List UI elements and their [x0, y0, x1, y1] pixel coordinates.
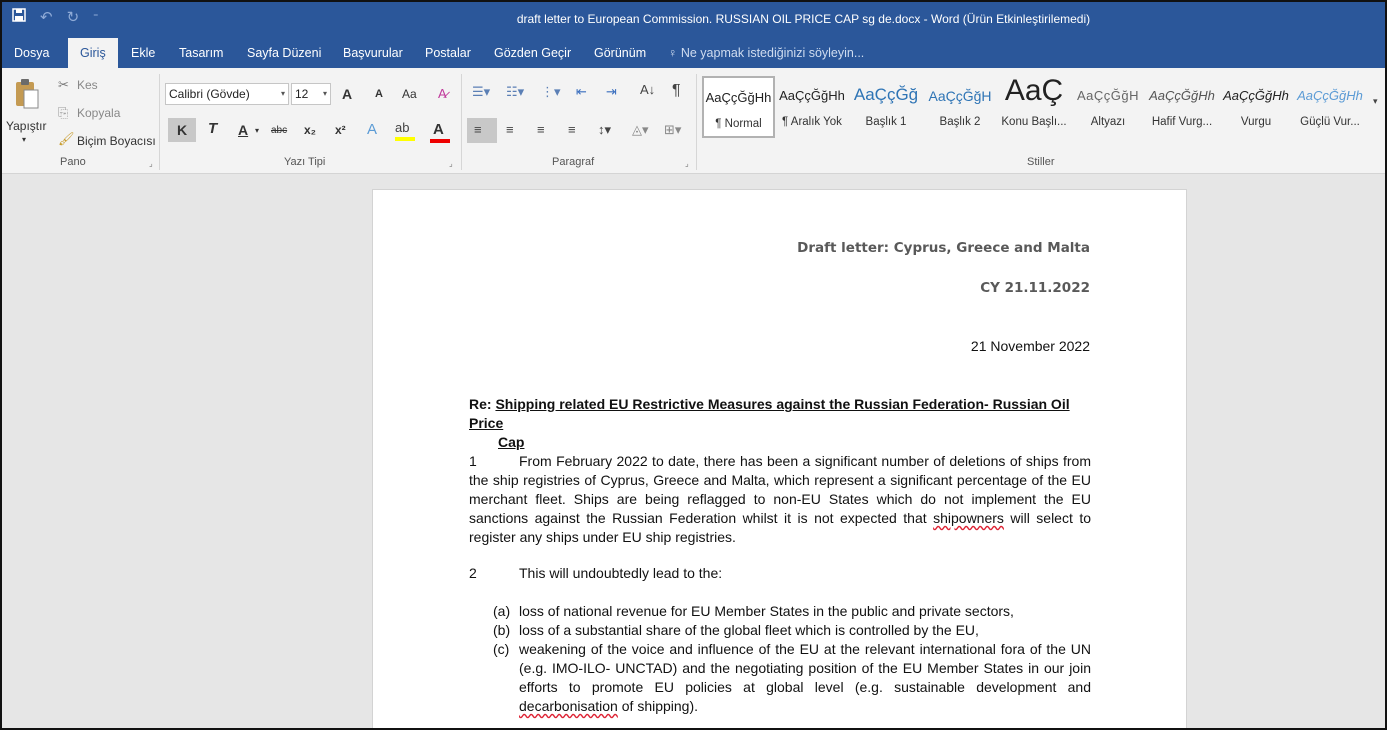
- font-launcher-icon[interactable]: ⌟: [449, 159, 453, 168]
- subject-text-1: Shipping related EU Restrictive Measures against the Russian Federation- Russian Oil Price: [469, 396, 1070, 431]
- font-color-swatch: [430, 139, 450, 143]
- italic-button[interactable]: T: [208, 120, 218, 137]
- font-size-combo[interactable]: [291, 83, 331, 105]
- paragraph-text: This will undoubtedly lead to the:: [519, 565, 723, 581]
- consequence-list: [493, 602, 1091, 716]
- styles-group-label: Stiller: [1027, 156, 1055, 168]
- list-item: [493, 621, 1091, 640]
- list-label: (a): [493, 603, 511, 619]
- strikethrough-button[interactable]: abc: [271, 125, 288, 136]
- paragraph-2: [469, 564, 1091, 583]
- style-name: Altyazı: [1090, 116, 1126, 128]
- bold-button[interactable]: K: [168, 118, 196, 142]
- tell-me-text: Ne yapmak istediğinizi söyleyin...: [680, 46, 865, 60]
- header-line-1: Draft letter: Cyprus, Greece and Malta: [797, 240, 1090, 256]
- copy-button[interactable]: Kopyala: [77, 106, 121, 120]
- chevron-down-icon[interactable]: ▾: [255, 126, 260, 135]
- paste-icon[interactable]: [14, 78, 40, 108]
- clear-formatting-icon[interactable]: A̷: [438, 86, 447, 101]
- group-separator: [159, 74, 160, 170]
- font-group-label: Yazı Tipi: [284, 156, 326, 168]
- font-name-combo[interactable]: [165, 83, 289, 105]
- list-item: [493, 640, 1091, 716]
- list-text: loss of national revenue for EU Member States in the public and private sectors,: [519, 603, 1014, 619]
- lightbulb-icon: ♀: [668, 46, 678, 60]
- clipboard-group-label: Pano: [60, 156, 86, 168]
- letter-date: 21 November 2022: [970, 338, 1090, 354]
- font-size-value: 12: [295, 87, 309, 101]
- tab-postalar[interactable]: Postalar: [425, 46, 471, 60]
- re-prefix: Re:: [469, 396, 492, 412]
- subject-line: [469, 395, 1091, 452]
- chevron-down-icon: ▾: [322, 89, 327, 98]
- copy-icon: ⎘: [58, 105, 69, 120]
- style-emphasis[interactable]: [1221, 76, 1291, 138]
- customize-qat-icon[interactable]: ⁼: [93, 11, 99, 23]
- styles-more-icon[interactable]: ▾: [1373, 96, 1378, 106]
- style-name: Başlık 2: [939, 116, 981, 128]
- align-left-icon: ≡: [474, 122, 482, 137]
- clipboard-launcher-icon[interactable]: ⌟: [149, 159, 153, 168]
- list-label: (c): [493, 641, 510, 657]
- shrink-font-button[interactable]: A: [375, 88, 383, 100]
- subject-text-2: Cap: [498, 434, 525, 450]
- highlight-icon[interactable]: ab: [395, 120, 410, 135]
- spelling-error[interactable]: shipowners: [933, 510, 1004, 526]
- numbering-icon[interactable]: ☷▾: [506, 84, 525, 99]
- tab-sayfa-duzeni[interactable]: Sayfa Düzeni: [247, 46, 322, 60]
- paste-dropdown-icon[interactable]: ▾: [22, 135, 27, 144]
- group-separator: [696, 74, 697, 170]
- style-sample: AaÇçĞğHh: [705, 90, 772, 105]
- style-name: Konu Başlı...: [1001, 116, 1067, 128]
- style-title[interactable]: [999, 76, 1069, 138]
- style-intense-emphasis[interactable]: [1295, 76, 1365, 138]
- justify-icon[interactable]: ≡: [568, 122, 576, 137]
- line-spacing-icon[interactable]: ↕▾: [598, 122, 612, 137]
- font-color-button[interactable]: A: [433, 121, 444, 138]
- style-sample: AaÇ: [1004, 74, 1064, 107]
- style-sample: AaÇçĞğHh: [1297, 88, 1363, 103]
- style-sample: AaÇçĞğHh: [779, 88, 845, 103]
- superscript-button[interactable]: x²: [335, 123, 346, 137]
- increase-indent-icon[interactable]: ⇥: [606, 84, 617, 99]
- style-name: ¶ Aralık Yok: [782, 116, 842, 128]
- style-name: Hafif Vurg...: [1151, 116, 1213, 128]
- ribbon: [2, 68, 1385, 174]
- decrease-indent-icon[interactable]: ⇤: [576, 84, 587, 99]
- spelling-error[interactable]: decarbonisation: [519, 698, 618, 714]
- style-normal[interactable]: [702, 76, 775, 138]
- font-name-value: Calibri (Gövde): [169, 87, 250, 101]
- underline-button[interactable]: A: [238, 122, 249, 138]
- list-item: [493, 602, 1091, 621]
- styles-gallery: [700, 76, 1368, 140]
- style-sample: AaÇçĞğHh: [1223, 88, 1289, 103]
- style-sample: AaÇçĞğH: [928, 88, 992, 104]
- style-name: Vurgu: [1240, 116, 1272, 128]
- style-sample: AaÇçĞğH: [1076, 88, 1140, 103]
- style-name: Güçlü Vur...: [1300, 116, 1360, 128]
- scissors-icon: ✂: [58, 77, 69, 92]
- style-heading-2[interactable]: [925, 76, 995, 138]
- tab-giris[interactable]: Giriş: [68, 38, 118, 68]
- sort-icon[interactable]: A↓: [640, 82, 656, 97]
- paste-button[interactable]: Yapıştır: [6, 119, 47, 133]
- document-area: [2, 174, 1385, 730]
- document-page[interactable]: [372, 189, 1187, 730]
- chevron-down-icon: ▾: [280, 89, 285, 98]
- tell-me-box[interactable]: [668, 38, 864, 68]
- style-heading-1[interactable]: [851, 76, 921, 138]
- redo-icon[interactable]: ↻: [66, 9, 80, 26]
- style-sample: AaÇçĞğ: [853, 85, 919, 104]
- window-title: draft letter to European Commission. RUSSIAN OIL PRICE CAP sg de.docx - Word (Ürün Etkinleştirilemedi): [516, 12, 1091, 26]
- paragraph-launcher-icon[interactable]: ⌟: [685, 159, 689, 168]
- paintbrush-icon: 🖌: [58, 131, 75, 146]
- paragraph-number: 1: [469, 453, 477, 469]
- cut-button[interactable]: Kes: [77, 78, 98, 92]
- group-separator: [461, 74, 462, 170]
- tab-gorunum[interactable]: Görünüm: [594, 46, 647, 60]
- text-effects-icon[interactable]: A: [367, 121, 378, 138]
- tab-tasarim[interactable]: Tasarım: [179, 46, 224, 60]
- paragraph-number: 2: [469, 565, 477, 581]
- header-line-2: CY 21.11.2022: [980, 280, 1090, 296]
- style-name: Başlık 1: [865, 116, 907, 128]
- style-no-spacing[interactable]: [777, 76, 847, 138]
- align-right-icon[interactable]: ≡: [537, 122, 545, 137]
- tab-ekle[interactable]: Ekle: [131, 46, 156, 60]
- title-bar: [2, 2, 1385, 38]
- undo-icon[interactable]: ↶: [40, 9, 53, 26]
- grow-font-button[interactable]: A: [342, 86, 353, 102]
- paragraph-text: will select to register any ships under EU ship registries.: [469, 510, 1091, 545]
- paragraph-group-label: Paragraf: [552, 156, 595, 168]
- tab-dosya[interactable]: Dosya: [14, 46, 50, 60]
- paragraph-text: From February 2022 to date, there has been a significant number of deletions of ships from the ship registries of Cyprus, Greece and Malta, which represent a significant percentage of the EU merchant fleet. Ships are being reflagged to non-EU States which do not implement the EU sanctions against the Russian Federation whilst it is not expected that: [469, 453, 1091, 526]
- shading-icon[interactable]: ◬▾: [632, 122, 649, 137]
- style-subtle-emphasis[interactable]: [1147, 76, 1217, 138]
- bullets-icon[interactable]: ☰▾: [472, 84, 491, 99]
- align-center-icon[interactable]: ≡: [506, 122, 514, 137]
- change-case-button[interactable]: Aa: [402, 87, 417, 101]
- paragraph-1: [469, 452, 1091, 547]
- multilevel-list-icon[interactable]: ⋮▾: [541, 84, 561, 99]
- pilcrow-icon[interactable]: ¶: [672, 82, 681, 99]
- list-text: weakening of the voice and influence of the EU at the relevant international fora of the UN (e.g. IMO-ILO- UNCTAD) and the negotiating position of the EU Member States in our join efforts to promote EU policies at global level (e.g. sustainable development and: [519, 641, 1091, 695]
- list-text: of shipping).: [617, 698, 699, 714]
- list-text: loss of a substantial share of the global fleet which is controlled by the EU,: [519, 622, 979, 638]
- style-sample: AaÇçĞğHh: [1149, 88, 1215, 103]
- style-name: ¶ Normal: [715, 118, 762, 130]
- tab-basvurular[interactable]: Başvurular: [343, 46, 403, 60]
- list-label: (b): [493, 622, 511, 638]
- ribbon-tabs: [2, 38, 1385, 68]
- format-painter-button[interactable]: Biçim Boyacısı: [77, 134, 156, 148]
- subscript-button[interactable]: x₂: [304, 123, 317, 137]
- style-subtitle[interactable]: [1073, 76, 1143, 138]
- borders-icon[interactable]: ⊞▾: [664, 122, 682, 137]
- highlight-color-swatch: [395, 137, 415, 141]
- align-left-button[interactable]: [467, 118, 497, 143]
- tab-gozden-gecir[interactable]: Gözden Geçir: [494, 46, 572, 60]
